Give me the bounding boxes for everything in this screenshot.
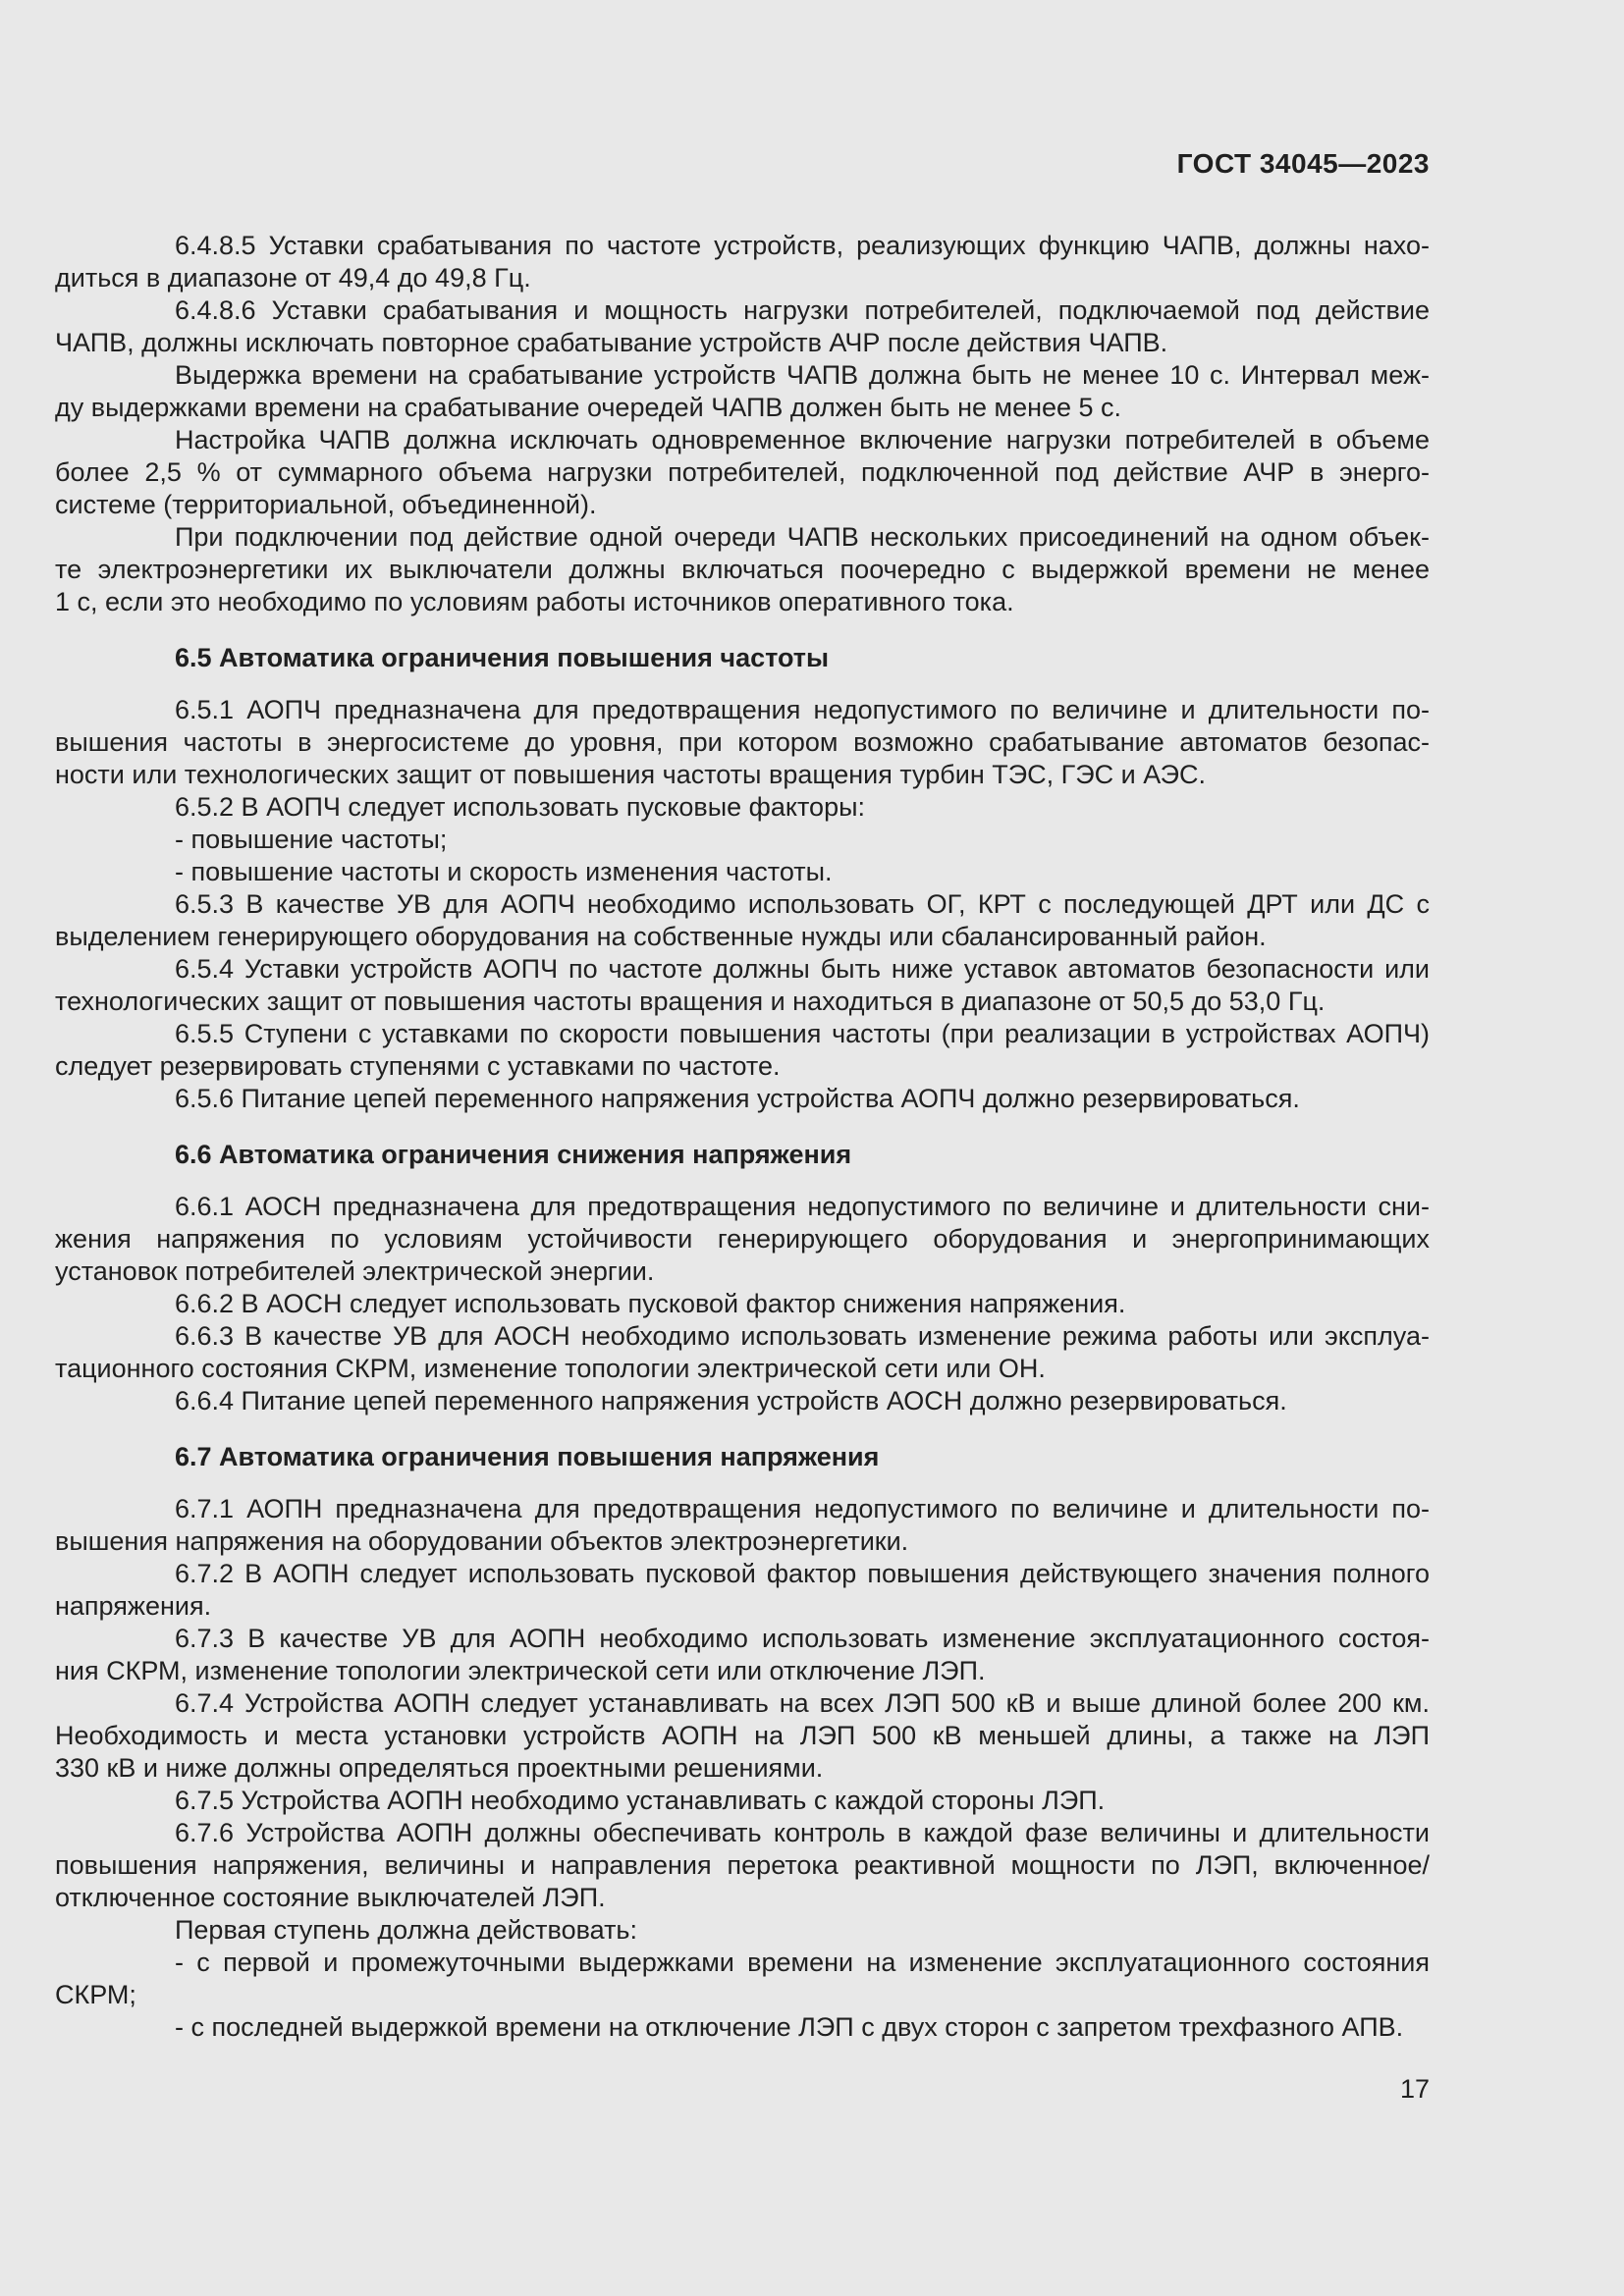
text-line: напряжения.	[55, 1591, 212, 1621]
text-line: 6.7.5 Устройства АОПН необходимо устанавливать с каждой стороны ЛЭП.	[175, 1786, 1106, 1815]
paragraph	[55, 953, 1430, 1018]
paragraph	[55, 1493, 1430, 1558]
text-line: СКРМ;	[55, 1980, 136, 2009]
text-line: диться в диапазоне от 49,4 до 49,8 Гц.	[55, 263, 531, 293]
paragraph	[55, 1018, 1430, 1083]
text-line: ния СКРМ, изменение топологии электрической сети или отключение ЛЭП.	[55, 1656, 986, 1685]
paragraph	[55, 856, 1430, 888]
text-line: повышения напряжения, величины и направления перетока реактивной мощности по ЛЭП, включенное/	[55, 1850, 1430, 1880]
paragraph	[55, 1288, 1430, 1320]
text-line: 6.5.4 Уставки устройств АОПЧ по частоте должны быть ниже уставок автоматов безопасности или	[175, 954, 1430, 984]
paragraph	[55, 2011, 1430, 2044]
text-line: Настройка ЧАПВ должна исключать одновременное включение нагрузки потребителей в объеме	[175, 425, 1430, 454]
text-line: 6.7.3 В качестве УВ для АОПН необходимо использовать изменение эксплуатационного состоя-	[175, 1624, 1430, 1653]
paragraph	[55, 1785, 1430, 1817]
text-line: 6.7.4 Устройства АОПН следует устанавливать на всех ЛЭП 500 кВ и выше длиной более 200 км.	[175, 1688, 1430, 1718]
text-line: 6.4.8.6 Уставки срабатывания и мощность нагрузки потребителей, подключаемой под действие	[175, 295, 1430, 325]
paragraph	[55, 791, 1430, 824]
text-line: следует резервировать ступенями с уставками по частоте.	[55, 1051, 781, 1081]
text-line: Первая ступень должна действовать:	[175, 1915, 637, 1945]
text-line: 6.4.8.5 Уставки срабатывания по частоте устройств, реализующих функцию ЧАПВ, должны нахо-	[175, 231, 1430, 260]
paragraph	[55, 1191, 1430, 1288]
paragraph	[55, 230, 1430, 294]
section-heading: 6.5 Автоматика ограничения повышения частоты	[175, 643, 830, 672]
paragraph	[55, 1914, 1430, 1947]
text-line: - с последней выдержкой времени на отключение ЛЭП с двух сторон с запретом трехфазного АПВ.	[175, 2012, 1404, 2042]
paragraph	[55, 1320, 1430, 1385]
paragraph	[55, 1687, 1430, 1785]
text-line: 6.6.4 Питание цепей переменного напряжения устройств АОСН должно резервироваться.	[175, 1386, 1287, 1415]
paragraph	[55, 1947, 1430, 2011]
text-line: 6.7.1 АОПН предназначена для предотвращения недопустимого по величине и длительности по-	[175, 1494, 1430, 1523]
paragraph	[55, 1623, 1430, 1687]
text-line: 6.7.6 Устройства АОПН должны обеспечивать контроль в каждой фазе величины и длительности	[175, 1818, 1430, 1847]
paragraph	[55, 359, 1430, 424]
text-line: 6.5.1 АОПЧ предназначена для предотвращения недопустимого по величине и длительности по-	[175, 695, 1430, 724]
text-line: более 2,5 % от суммарного объема нагрузки потребителей, подключенной под действие АЧР в энерго-	[55, 457, 1430, 487]
text-line: Выдержка времени на срабатывание устройств ЧАПВ должна быть не менее 10 с. Интервал меж-	[175, 360, 1430, 390]
paragraph	[55, 424, 1430, 521]
section-heading: 6.6 Автоматика ограничения снижения напряжения	[175, 1140, 852, 1169]
text-line: При подключении под действие одной очереди ЧАПВ нескольких присоединений на одном объек-	[175, 522, 1430, 552]
text-line: ЧАПВ, должны исключать повторное срабатывание устройств АЧР после действия ЧАПВ.	[55, 328, 1168, 357]
text-line: 6.5.5 Ступени с уставками по скорости повышения частоты (при реализации в устройствах АОПЧ)	[175, 1019, 1430, 1048]
document-code-header: ГОСТ 34045—2023	[1176, 148, 1430, 179]
text-line: выделением генерирующего оборудования на собственные нужды или сбалансированный район.	[55, 922, 1267, 951]
text-line: системе (территориальной, объединенной).	[55, 490, 597, 519]
page-number: 17	[1399, 2074, 1430, 2104]
text-line: 330 кВ и ниже должны определяться проектными решениями.	[55, 1753, 824, 1783]
text-line: 6.5.6 Питание цепей переменного напряжения устройства АОПЧ должно резервироваться.	[175, 1084, 1300, 1113]
text-line: отключенное состояние выключателей ЛЭП.	[55, 1883, 606, 1912]
text-line: 6.7.2 В АОПН следует использовать пусковой фактор повышения действующего значения полного	[175, 1559, 1430, 1588]
section-heading: 6.7 Автоматика ограничения повышения напряжения	[175, 1442, 880, 1471]
text-line: тационного состояния СКРМ, изменение топологии электрической сети или ОН.	[55, 1354, 1046, 1383]
paragraph	[55, 1558, 1430, 1623]
text-line: жения напряжения по условиям устойчивости генерирующего оборудования и энергопринимающих	[55, 1224, 1430, 1254]
paragraph	[55, 1817, 1430, 1914]
paragraph	[55, 521, 1430, 618]
paragraph	[55, 888, 1430, 953]
text-line: технологических защит от повышения частоты вращения и находиться в диапазоне от 50,5 до 53,0 Гц.	[55, 987, 1326, 1016]
text-line: - повышение частоты;	[175, 825, 448, 854]
text-line: - повышение частоты и скорость изменения частоты.	[175, 857, 833, 886]
paragraph	[55, 1385, 1430, 1417]
text-line: Необходимость и места установки устройств АОПН на ЛЭП 500 кВ меньшей длины, а также на ЛЭП	[55, 1721, 1430, 1750]
text-line: 6.6.3 В качестве УВ для АОСН необходимо использовать изменение режима работы или эксплуа-	[175, 1321, 1430, 1351]
text-line: 6.5.2 В АОПЧ следует использовать пусковые факторы:	[175, 792, 866, 822]
text-line: - с первой и промежуточными выдержками времени на изменение эксплуатационного состояния	[175, 1948, 1430, 1977]
content	[55, 230, 1430, 2044]
text-line: ду выдержками времени на срабатывание очередей ЧАПВ должен быть не менее 5 с.	[55, 393, 1122, 422]
text-line: установок потребителей электрической энергии.	[55, 1256, 655, 1286]
text-line: те электроэнергетики их выключатели должны включаться поочередно с выдержкой времени не менее	[55, 555, 1430, 584]
text-line: 6.5.3 В качестве УВ для АОПЧ необходимо использовать ОГ, КРТ с последующей ДРТ или ДС с	[175, 889, 1430, 919]
text-line: вышения частоты в энергосистеме до уровня, при котором возможно срабатывание автоматов безопас-	[55, 727, 1430, 757]
text-line: 6.6.1 АОСН предназначена для предотвращения недопустимого по величине и длительности сни-	[175, 1192, 1430, 1221]
paragraph	[55, 1083, 1430, 1115]
paragraph	[55, 824, 1430, 856]
text-line: 1 с, если это необходимо по условиям работы источников оперативного тока.	[55, 587, 1014, 616]
text-line: 6.6.2 В АОСН следует использовать пусковой фактор снижения напряжения.	[175, 1289, 1126, 1318]
paragraph	[55, 694, 1430, 791]
text-line: вышения напряжения на оборудовании объектов электроэнергетики.	[55, 1526, 909, 1556]
paragraph	[55, 294, 1430, 359]
text-line: ности или технологических защит от повышения частоты вращения турбин ТЭС, ГЭС и АЭС.	[55, 760, 1207, 789]
